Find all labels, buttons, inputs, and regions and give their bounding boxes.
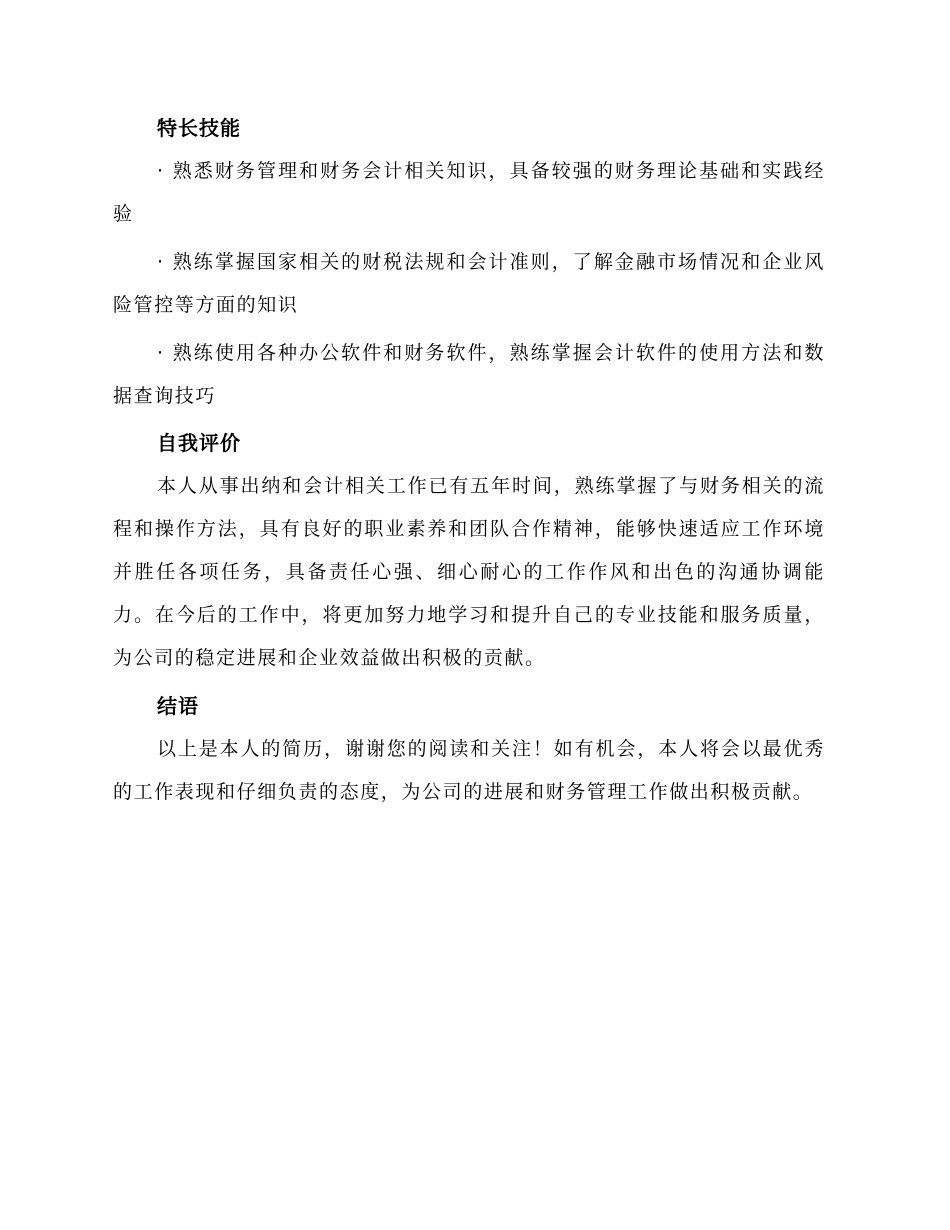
- skill-item: · 熟悉财务管理和财务会计相关知识，具备较强的财务理论基础和实践经验: [113, 160, 825, 225]
- skill-item: · 熟练使用各种办公软件和财务软件，熟练掌握会计软件的使用方法和数据查询技巧: [113, 342, 825, 407]
- skill-item: · 熟练掌握国家相关的财税法规和会计准则，了解金融市场情况和企业风险管控等方面的知识: [113, 251, 825, 316]
- section-heading-self-evaluation: 自我评价: [157, 431, 241, 455]
- section-heading-closing: 结语: [157, 694, 199, 718]
- section-heading-skills: 特长技能: [157, 116, 241, 140]
- closing-paragraph: 以上是本人的简历，谢谢您的阅读和关注！如有机会，本人将会以最优秀的工作表现和仔细负责的态度，为公司的进展和财务管理工作做出积极贡献。: [113, 738, 825, 803]
- document-content: [113, 108, 825, 814]
- self-evaluation-paragraph: 本人从事出纳和会计相关工作已有五年时间，熟练掌握了与财务相关的流程和操作方法，具有良好的职业素养和团队合作精神，能够快速适应工作环境并胜任各项任务，具备责任心强、细心耐心的工作作风和出色的沟通协调能力。在今后的工作中，将更加努力地学习和提升自己的专业技能和服务质量，为公司的稳定进展和企业效益做出积极的贡献。: [113, 475, 825, 669]
